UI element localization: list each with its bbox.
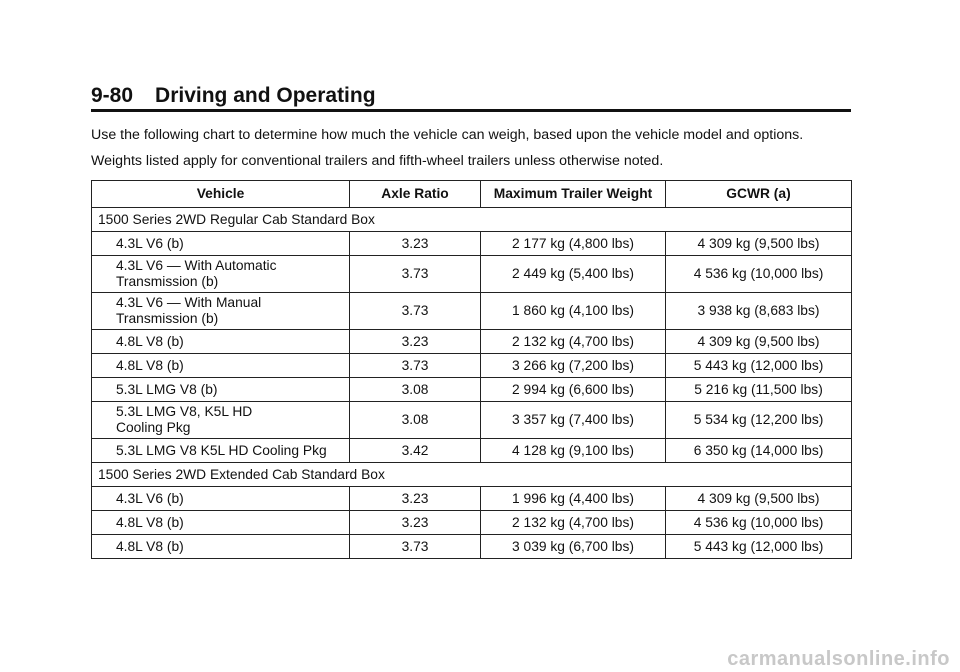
intro-paragraph-2: Weights listed apply for conventional trailers and fifth-wheel trailers unless otherwise noted. [91,153,664,169]
axle-ratio-cell: 3.23 [350,330,481,354]
page-header [91,84,851,112]
vehicle-cell [92,402,350,439]
column-header-gcwr: GCWR (a) [666,181,852,208]
axle-ratio-cell: 3.23 [350,232,481,256]
gcwr-cell: 4 536 kg (10,000 lbs) [666,256,852,293]
vehicle-cell [92,487,350,511]
section-title: Driving and Operating [155,84,376,107]
table-row [92,439,852,463]
table-row [92,511,852,535]
vehicle-cell [92,354,350,378]
page-number: 9-80 [91,84,134,107]
table-section-row [92,208,852,232]
trailer-weight-table [91,180,852,559]
vehicle-cell [92,293,350,330]
gcwr-cell: 4 309 kg (9,500 lbs) [666,487,852,511]
max-trailer-weight-cell: 2 132 kg (4,700 lbs) [481,330,666,354]
vehicle-line-1: 5.3L LMG V8 K5L HD Cooling Pkg [116,442,327,458]
table-row [92,256,852,293]
column-header-vehicle: Vehicle [92,181,350,208]
max-trailer-weight-cell: 3 266 kg (7,200 lbs) [481,354,666,378]
axle-ratio-cell: 3.08 [350,378,481,402]
max-trailer-weight-cell: 1 996 kg (4,400 lbs) [481,487,666,511]
max-trailer-weight-cell: 2 177 kg (4,800 lbs) [481,232,666,256]
vehicle-line-1: 5.3L LMG V8 (b) [116,381,218,397]
vehicle-line-1: 4.8L V8 (b) [116,538,184,554]
gcwr-cell: 4 309 kg (9,500 lbs) [666,232,852,256]
vehicle-cell [92,232,350,256]
axle-ratio-cell: 3.73 [350,535,481,559]
vehicle-cell [92,330,350,354]
gcwr-cell: 5 443 kg (12,000 lbs) [666,535,852,559]
gcwr-cell: 3 938 kg (8,683 lbs) [666,293,852,330]
vehicle-cell [92,378,350,402]
vehicle-line-2: Transmission (b) [116,274,219,289]
gcwr-cell: 6 350 kg (14,000 lbs) [666,439,852,463]
vehicle-cell [92,256,350,293]
section-title-cell: 1500 Series 2WD Regular Cab Standard Box [92,208,852,232]
max-trailer-weight-cell: 4 128 kg (9,100 lbs) [481,439,666,463]
table-row [92,378,852,402]
table-row [92,232,852,256]
table-row [92,402,852,439]
vehicle-line-1: 4.3L V6 (b) [116,490,184,506]
vehicle-line-2: Transmission (b) [116,311,219,326]
vehicle-line-1: 5.3L LMG V8, K5L HD [116,404,253,419]
gcwr-cell: 5 534 kg (12,200 lbs) [666,402,852,439]
watermark-text: carmanualsonline.info [727,648,950,670]
table-header-row [92,181,852,208]
vehicle-cell [92,439,350,463]
vehicle-line-1: 4.3L V6 — With Automatic [116,258,277,273]
max-trailer-weight-cell: 3 357 kg (7,400 lbs) [481,402,666,439]
axle-ratio-cell: 3.23 [350,487,481,511]
column-header-axle-ratio: Axle Ratio [350,181,481,208]
max-trailer-weight-cell: 1 860 kg (4,100 lbs) [481,293,666,330]
axle-ratio-cell: 3.08 [350,402,481,439]
table-row [92,354,852,378]
axle-ratio-cell: 3.42 [350,439,481,463]
axle-ratio-cell: 3.73 [350,354,481,378]
table-row [92,293,852,330]
vehicle-line-2: Cooling Pkg [116,420,191,435]
table-row [92,330,852,354]
gcwr-cell: 5 443 kg (12,000 lbs) [666,354,852,378]
table-body [92,208,852,559]
axle-ratio-cell: 3.73 [350,256,481,293]
axle-ratio-cell: 3.73 [350,293,481,330]
vehicle-line-1: 4.3L V6 (b) [116,235,184,251]
max-trailer-weight-cell: 2 449 kg (5,400 lbs) [481,256,666,293]
gcwr-cell: 4 309 kg (9,500 lbs) [666,330,852,354]
gcwr-cell: 4 536 kg (10,000 lbs) [666,511,852,535]
section-title-cell: 1500 Series 2WD Extended Cab Standard Box [92,463,852,487]
vehicle-cell [92,511,350,535]
gcwr-cell: 5 216 kg (11,500 lbs) [666,378,852,402]
axle-ratio-cell: 3.23 [350,511,481,535]
table-row [92,487,852,511]
max-trailer-weight-cell: 2 994 kg (6,600 lbs) [481,378,666,402]
intro-paragraph-1: Use the following chart to determine how much the vehicle can weigh, based upon the vehicle model and options. [91,127,804,143]
vehicle-line-1: 4.8L V8 (b) [116,333,184,349]
vehicle-line-1: 4.3L V6 — With Manual [116,295,262,310]
column-header-max-trailer-weight: Maximum Trailer Weight [481,181,666,208]
vehicle-line-1: 4.8L V8 (b) [116,514,184,530]
vehicle-line-1: 4.8L V8 (b) [116,357,184,373]
max-trailer-weight-cell: 3 039 kg (6,700 lbs) [481,535,666,559]
table-section-row [92,463,852,487]
max-trailer-weight-cell: 2 132 kg (4,700 lbs) [481,511,666,535]
table-row [92,535,852,559]
vehicle-cell [92,535,350,559]
